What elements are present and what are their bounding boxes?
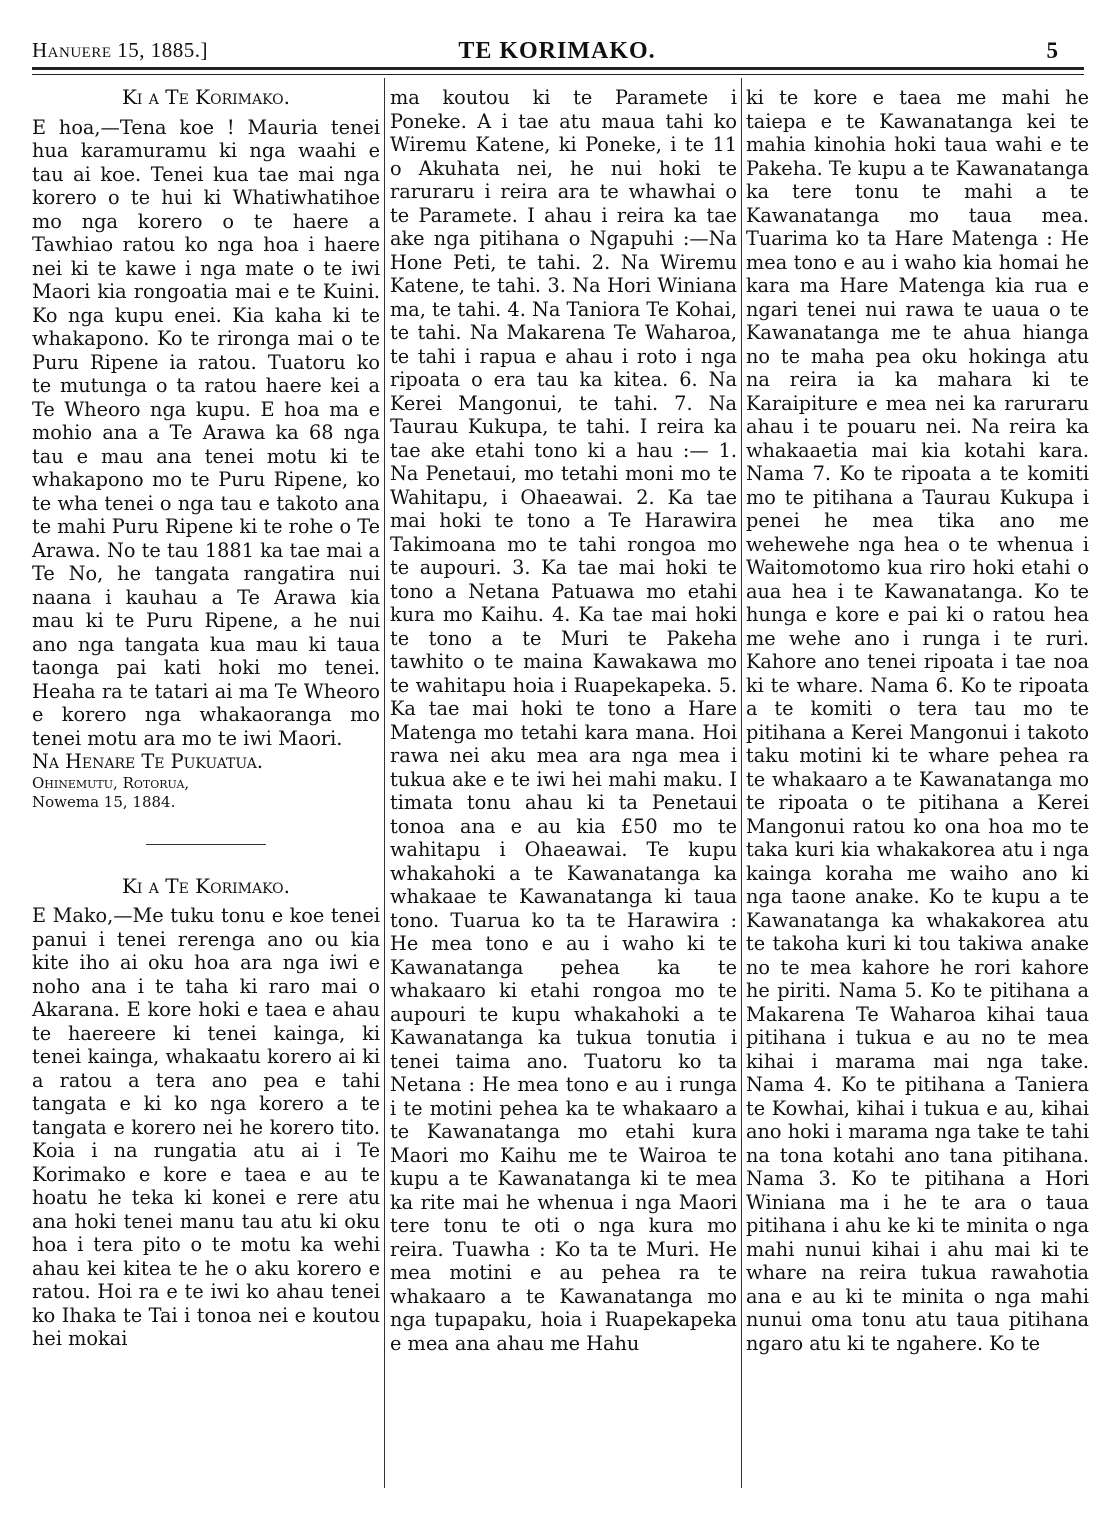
column-3 <box>746 86 1089 1355</box>
column-2 <box>390 86 737 1355</box>
column-1 <box>32 86 380 1351</box>
letter2-heading: Ki a Te Korimako. <box>121 873 291 898</box>
issue-date: Hanuere 15, 1885.] <box>32 38 208 62</box>
column-divider-2 <box>741 78 742 1488</box>
page-number: 5 <box>1046 38 1058 63</box>
header-rule-thin <box>32 74 1084 75</box>
letter2-body-col3: ki te kore e taea me mahi he taiepa e te Kawanatanga kei te mahia kinohia hoki taua wahi e te Pakeha. Te kupu a te Kawanatanga ka tere tonu te mahi a te Kawanatanga mo taua mea. Tuarima ko ta Hare Matenga : He mea tono e au i waho kia homai he kara ma Hare Matenga kia rua e ngari tenei nui rawa te uaua o te Kawanatanga me te ahua hianga no te maha pea oku hokinga atu na reira ia ka mahara ki te Karaipiture e mea nei ka raruraru ahau i te pouaru nei. Na reira ka whakaaetia mai kia kotahi kara. Nama 7. Ko te ripoata a te komiti mo te pitihana a Taurau Kukupa i penei he mea tika ano me wehewehe nga hea o te whenua i Waitomotomo kua riro hoki etahi o aua hea i te Kawanatanga. Ko te hunga e kore e pai ki o ratou hea me wehe ano i runga i te ruri. Kahore ano tenei ripoata i tae noa ki te whare. Nama 6. Ko te ripoata a te komiti o tera tau mo te pitihana a Kerei Mangonui i takoto taku motini ki te whare pehea ra te whakaaro a te Kawanatanga mo te ripoata o te pitihana a Kerei Mangonui ratou ko ona hoa mo te taka kuri kia whakakorea atu i nga kainga koraha me waiho ano ki nga taone anake. Ko te kupu a te Kawanatanga ka whakakorea atu te takoha kuri ki tou takiwa anake no te mea kahore he rori kahore he piriti. Nama 5. Ko te pitihana a Makarena Te Waharoa kihai taua pitihana i tukua e au no te mea kihai i marama mai nga take. Nama 4. Ko te pitihana a Taniera te Kowhai, kihai i tukua e au, kihai ano hoki i marama nga take te tahi na tona kotahi ano tana pitihana. Nama 3. Ko te pitihana a Hori Winiana ma i he te ara o taua pitihana i ahu ke ki te minita o nga mahi nunui kihai i ahu mai ki te whare na reira tukua rawahotia ana e au ki te minita o nga mahi nunui oma tonu atu taua pitihana ngaro atu ki te ngahere. Ko te <box>746 86 1089 1355</box>
letter2-body-col1: E Mako,—Me tuku tonu e koe tenei panui i tenei rerenga ano ou kia kite iho ai oku hoa ara nga iwi e noho ana i te taha ki raro mai o Akarana. E kore hoki e taea e ahau te haereere ki tenei kainga, ki tenei kainga, whakaatu korero ai ki a ratou a tera ano pea e tahi tangata e ki ko nga korero a te tangata e korero nei he korero tito. Koia i na rungatia atu ai i Te Korimako e kore e taea e au te hoatu he teka ki konei e rere atu ana hoki tenei manu tau atu ki oku hoa i tera pito o te motu ka wehi ahau kei kitea te he o aku korero e ratou. Hoi ra e te iwi ko ahau tenei ko Ihaka te Tai i tonoa nei e koutou hei mokai <box>32 904 380 1350</box>
letter1-date: Nowema 15, 1884. <box>32 792 176 811</box>
letter2-body-col2: ma koutou ki te Paramete i Poneke. A i tae atu maua tahi ko Wiremu Katene, ki Poneke, i te 11 o Akuhata nei, he nui hoki te raruraru i reira ara te whawhai o te Paramete. I ahau i reira ka tae ake nga pitihana o Ngapuhi :—Na Hone Peti, te tahi. 2. Na Wiremu Katene, te tahi. 3. Na Hori Winiana ma, te tahi. 4. Na Taniora Te Kohai, te tahi. Na Makarena Te Waharoa, te tahi i rapua e ahau i roto i nga ripoata o era tau ka kitea. 6. Na Kerei Mangonui, te tahi. 7. Na Taurau Kukupa, te tahi. I reira ka tae ake etahi tono ki a hau :— 1. Na Penetaui, mo tetahi moni mo te Wahitapu, i Ohaeawai. 2. Ka tae mai hoki te tono a Te Harawira Takimoana mo te tahi rongoa mo te aupouri. 3. Ka tae mai hoki te tono a Netana Patuawa mo etahi kura mo Kaihu. 4. Ka tae mai hoki te tono a te Muri te Pakeha tawhito o te maina Kawakawa mo te wahitapu hoia i Ruapekapeka. 5. Ka tae mai hoki te tono a Hare Matenga mo tetahi kara mana. Hoi rawa nei aku mea ara nga mea i tukua ake e te iwi hei mahi maku. I timata tonu ahau ki ta Penetaui tonoa ana e au kia £50 mo te wahitapu i Ohaeawai. Te kupu whakahoki a te Kawanatanga ka whakaae te Kawanatanga ki taua tono. Tuarua ko ta te Harawira : He mea tono e au i waho ki te Kawanatanga pehea ka te whakaaro ki etahi rongoa mo te aupouri te kupu whakahoki a te Kawanatanga ka tukua tonutia i tenei taima ano. Tuatoru ko ta Netana : He mea tono e au i runga i te motini pehea ka te whakaaro a te Kawanatanga mo etahi kura Maori mo Kaihu me te Wairoa te kupu a te Kawanatanga ki te mea ka rite mai he whenua i nga Maori tere tonu te oti o nga kura mo reira. Tuawha : Ko ta te Muri. He mea motini e au pehea ra te whakaaro a te Kawanatanga mo nga tupapaku, hoia i Ruapekapeka e mea ana ahau me Hahu <box>390 86 737 1355</box>
letter1-body: E hoa,—Tena koe ! Mauria tenei hua karamuramu ki nga waahi e tau ai koe. Tenei kua tae mai nga korero o te hui ki Whatiwhatihoe mo nga korero o te haere a Tawhiao ratou ko nga hoa i haere nei ki te kawe i nga mate o te iwi Maori kia rongoatia mai e te Kuini. Ko nga kupu enei. Kia kaha ki te whakapono. Ko te rironga mai o te Puru Ripene ia ratou. Tuatoru ko te mutunga o ta ratou haere kei a Te Wheoro nga kupu. E hoa ma e mohio ana a Te Arawa ka 68 nga tau e mau ana tenei motu ki te whakapono mo te Puru Ripene, ko te wha tenei o nga tau e takoto ana te mahi Puru Ripene ki te rohe o Te Arawa. No te tau 1881 ka tae mai a Te No, he tangata rangatira nui naana i kauhau a Te Arawa kia mau ki te Puru Ripene, a he nui ano nga tangata kua mau ki taua taonga pai kati hoki mo tenei. Heaha ra te tatari ai ma Te Wheoro e korero nga whakaoranga mo tenei motu ara mo te iwi Maori. <box>32 115 380 750</box>
letter-separator <box>146 844 266 845</box>
letter1-place: Ohinemutu, Rotorua, <box>32 773 190 792</box>
letter1-signature: Na Henare Te Pukuatua. <box>32 750 263 773</box>
header-rule-thick <box>32 67 1084 70</box>
column-divider-1 <box>384 78 385 1488</box>
masthead-title: TE KORIMAKO. <box>458 38 656 64</box>
letter1-heading: Ki a Te Korimako. <box>121 85 291 109</box>
